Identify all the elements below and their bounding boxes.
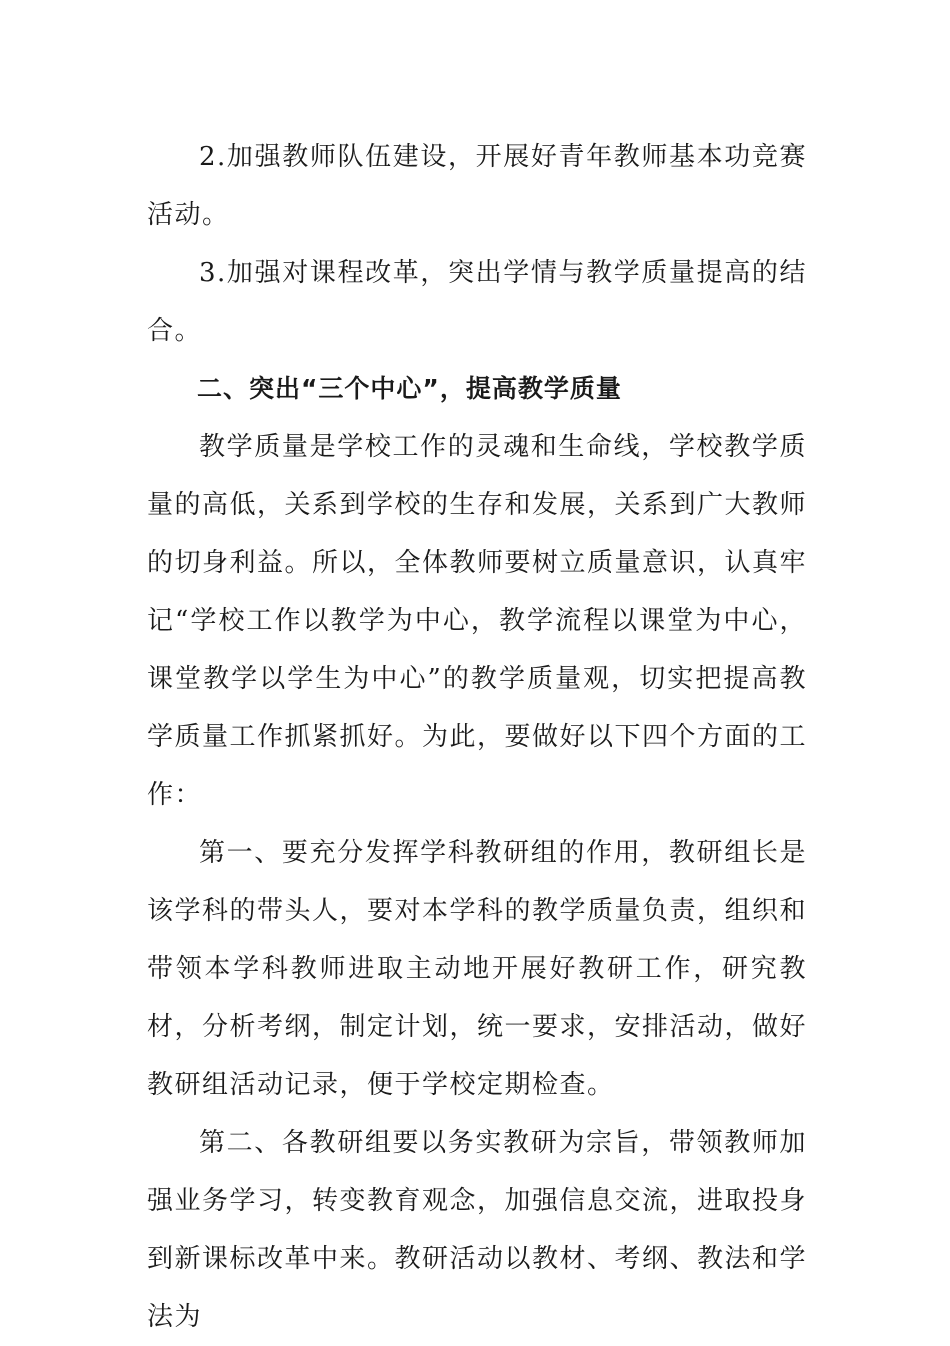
paragraph-quality: 教学质量是学校工作的灵魂和生命线，学校教学质量的高低，关系到学校的生存和发展，关系到广大教师的切身利益。所以，全体教师要树立质量意识，认真牢记“学校工作以教学为中心，教学流程以课堂为中心，课堂教学以学生为中心”的教学质量观，切实把提高教学质量工作抓紧抓好。为此，要做好以下四个方面的工作： (147, 432, 808, 810)
paragraph-first: 第一、要充分发挥学科教研组的作用，教研组长是该学科的带头人，要对本学科的教学质量负责，组织和带领本学科教师进取主动地开展好教研工作，研究教材，分析考纲，制定计划，统一要求，安排活动，做好教研组活动记录，便于学校定期检查。 (147, 838, 808, 1100)
list-item-2: 2.加强教师队伍建设，开展好青年教师基本功竞赛活动。 (147, 142, 807, 230)
list-item-3: 3.加强对课程改革，突出学情与教学质量提高的结合。 (147, 258, 807, 346)
document-body (147, 128, 807, 1346)
section-heading: 二、突出“三个中心”，提高教学质量 (197, 374, 622, 403)
paragraph-second: 第二、各教研组要以务实教研为宗旨，带领教师加强业务学习，转变教育观念，加强信息交流，进取投身到新课标改革中来。教研活动以教材、考纲、教法和学法为 (147, 1128, 808, 1332)
